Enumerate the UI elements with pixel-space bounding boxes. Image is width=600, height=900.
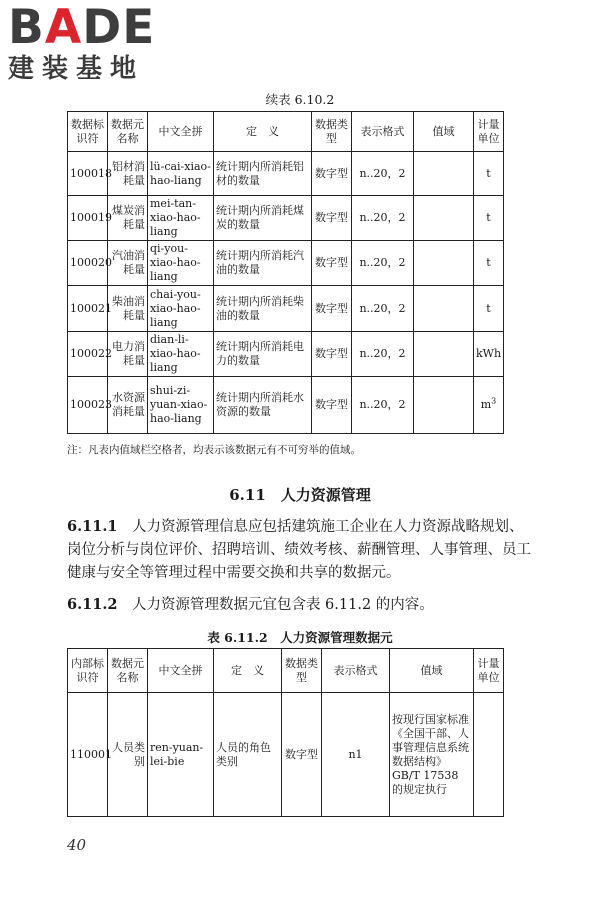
cell-id: 110001 (68, 693, 108, 817)
header-cell: 数据标识符 (68, 112, 108, 152)
cell-unit: t (474, 241, 504, 286)
table-row (68, 152, 504, 196)
table-row (68, 332, 504, 377)
cell-unit (474, 377, 504, 434)
cell-type: 数字型 (282, 693, 322, 817)
clause-number: 6.11.2 (67, 596, 118, 613)
header-cell: 表示格式 (352, 112, 414, 152)
cell-format: n..20，2 (352, 196, 414, 241)
clause-text: 人力资源管理信息应包括建筑施工企业在人力资源战略规划、岗位分析与岗位评价、招聘培训、绩效考核、薪酬管理、人事管理、员工健康与安全等管理过程中需要交换和共享的数据元。 (67, 519, 531, 581)
logo-wordmark (8, 0, 183, 55)
paragraph (67, 515, 537, 585)
cell-range (414, 377, 474, 434)
cell-type: 数字型 (312, 241, 352, 286)
cell-unit (474, 693, 504, 817)
cell-id: 100020 (68, 241, 108, 286)
cell-pinyin: lü-cai-xiao-hao-liang (148, 152, 214, 196)
cell-type: 数字型 (312, 286, 352, 332)
cell-name: 电力消耗量 (108, 332, 148, 377)
header-cell: 数据类型 (312, 112, 352, 152)
table-row (68, 693, 504, 817)
logo-letters-de: DE (82, 0, 156, 55)
header-cell: 计量单位 (474, 649, 504, 693)
header-cell: 表示格式 (322, 649, 390, 693)
cell-type: 数字型 (312, 377, 352, 434)
header-cell: 定 义 (214, 649, 282, 693)
header-cell: 值域 (414, 112, 474, 152)
cell-id: 100021 (68, 286, 108, 332)
cell-range (414, 241, 474, 286)
table1-header-row (68, 112, 504, 152)
cell-format: n..20，2 (352, 332, 414, 377)
cell-format: n..20，2 (352, 152, 414, 196)
cell-pinyin: shui-zi-yuan-xiao-hao-liang (148, 377, 214, 434)
cell-id: 100023 (68, 377, 108, 434)
cell-range: 按现行国家标准《全国干部、人事管理信息系统数据结构》GB/T 17538 的规定执行 (390, 693, 474, 817)
table1 (67, 111, 504, 434)
cell-definition: 统计期内所消耗汽油的数量 (214, 241, 312, 286)
cell-definition: 统计期内所消耗水资源的数量 (214, 377, 312, 434)
paragraph (67, 593, 537, 617)
header-cell: 数据元名称 (108, 112, 148, 152)
cell-range (414, 196, 474, 241)
header-cell: 中文全拼 (148, 112, 214, 152)
cell-id: 100018 (68, 152, 108, 196)
cell-format: n..20，2 (352, 241, 414, 286)
clause-number: 6.11.1 (67, 518, 118, 535)
cell-pinyin: qi-you-xiao-hao-liang (148, 241, 214, 286)
table1-note: 注：凡表内值域栏空格者，均表示该数据元有不可穷举的值域。 (67, 444, 361, 456)
logo-letter-a: A (44, 0, 83, 55)
header-cell: 数据元名称 (108, 649, 148, 693)
cell-pinyin: ren-yuan-lei-bie (148, 693, 214, 817)
cell-range (414, 286, 474, 332)
logo-letter-b: B (8, 0, 45, 55)
header-cell: 计量单位 (474, 112, 504, 152)
table2 (67, 648, 504, 817)
logo-subtitle: 建装基地 (8, 54, 145, 84)
cell-pinyin: dian-li-xiao-hao-liang (148, 332, 214, 377)
table-row (68, 196, 504, 241)
logo (8, 0, 183, 84)
cell-type: 数字型 (312, 332, 352, 377)
cell-id: 100022 (68, 332, 108, 377)
header-cell: 内部标识符 (68, 649, 108, 693)
cell-name: 柴油消耗量 (108, 286, 148, 332)
table-row (68, 241, 504, 286)
header-cell: 值域 (390, 649, 474, 693)
cell-format: n..20，2 (352, 286, 414, 332)
cell-pinyin: chai-you-xiao-hao-liang (148, 286, 214, 332)
cell-id: 100019 (68, 196, 108, 241)
unit-base: m (480, 398, 492, 411)
header-cell: 定 义 (214, 112, 312, 152)
cell-type: 数字型 (312, 152, 352, 196)
cell-name: 煤炭消耗量 (108, 196, 148, 241)
page-number: 40 (67, 836, 87, 854)
header-cell: 数据类型 (282, 649, 322, 693)
cell-format: n..20，2 (352, 377, 414, 434)
cell-definition: 统计期内所消耗铝材的数量 (214, 152, 312, 196)
cell-unit: t (474, 152, 504, 196)
clause-text: 人力资源管理数据元宜包含表 6.11.2 的内容。 (131, 597, 434, 613)
cell-definition: 统计期内所消耗电力的数量 (214, 332, 312, 377)
cell-definition: 统计期内所消耗柴油的数量 (214, 286, 312, 332)
table2-caption: 表 6.11.2 人力资源管理数据元 (207, 630, 393, 645)
cell-definition: 统计期内所消耗煤炭的数量 (214, 196, 312, 241)
cell-unit: t (474, 196, 504, 241)
cell-name: 汽油消耗量 (108, 241, 148, 286)
cell-unit: kWh (474, 332, 504, 377)
cell-name: 人员类别 (108, 693, 148, 817)
unit-superscript: 3 (491, 396, 497, 406)
cell-unit: t (474, 286, 504, 332)
cell-name: 水资源消耗量 (108, 377, 148, 434)
table-row (68, 286, 504, 332)
cell-definition: 人员的角色类别 (214, 693, 282, 817)
cell-pinyin: mei-tan-xiao-hao-liang (148, 196, 214, 241)
table2-header-row (68, 649, 504, 693)
table1-caption: 续表 6.10.2 (265, 92, 335, 107)
cell-format: n1 (322, 693, 390, 817)
cell-range (414, 332, 474, 377)
header-cell: 中文全拼 (148, 649, 214, 693)
cell-type: 数字型 (312, 196, 352, 241)
cell-name: 铝材消耗量 (108, 152, 148, 196)
cell-range (414, 152, 474, 196)
table-row (68, 377, 504, 434)
section-heading: 6.11 人力资源管理 (229, 486, 371, 504)
